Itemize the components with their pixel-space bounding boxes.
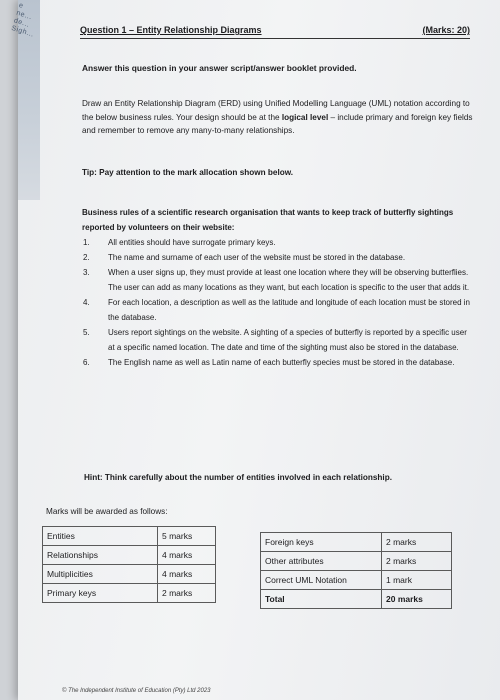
table-row	[261, 552, 452, 571]
table-cell-item: Foreign keys	[261, 533, 382, 552]
rule-text: The name and surname of each user of the website must be stored in the database.	[108, 253, 406, 262]
table-cell-marks: 20 marks	[382, 590, 452, 609]
rule-text: When a user signs up, they must provide at least one location where they will be observing butterflies. The user can add as many locations as they want, but each location is specific to the user that adds it.	[108, 268, 470, 292]
marks-table-left	[42, 526, 216, 603]
rule-item	[82, 265, 470, 295]
business-rules	[82, 205, 470, 370]
rule-text: All entities should have surrogate primary keys.	[108, 238, 276, 247]
answer-instruction: Answer this question in your answer script/answer booklet provided.	[82, 63, 357, 73]
rule-text: The English name as well as Latin name of each butterfly species must be stored in the database.	[108, 358, 455, 367]
rule-text: Users report sightings on the website. A sighting of a species of butterfly is reported by a specific user at a specific named location. The date and time of the sighting must also be stored in the database.	[108, 328, 467, 352]
rule-item	[82, 295, 470, 325]
table-row	[261, 590, 452, 609]
table-cell-item: Relationships	[43, 546, 158, 565]
rule-text: For each location, a description as well as the latitude and longitude of each location must be stored in the database.	[108, 298, 470, 322]
table-cell-item: Correct UML Notation	[261, 571, 382, 590]
table-row	[43, 584, 216, 603]
rule-number: 3.	[83, 268, 90, 277]
table-row	[261, 571, 452, 590]
table-cell-marks: 2 marks	[382, 552, 452, 571]
question-marks: (Marks: 20)	[422, 25, 470, 35]
booklet-binding	[10, 0, 40, 200]
table-row	[43, 546, 216, 565]
rule-number: 2.	[83, 253, 90, 262]
table-cell-item: Multiplicities	[43, 565, 158, 584]
rule-item	[82, 250, 470, 265]
task-bold: logical level	[281, 112, 329, 122]
table-cell-item: Entities	[43, 527, 158, 546]
table-cell-marks: 2 marks	[158, 584, 216, 603]
rule-item	[82, 235, 470, 250]
rule-number: 1.	[83, 238, 90, 247]
table-cell-item: Primary keys	[43, 584, 158, 603]
binding-text: e ne... de... Sigh...	[10, 2, 35, 39]
rule-item	[82, 325, 470, 355]
question-header	[80, 22, 470, 39]
table-cell-marks: 4 marks	[158, 546, 216, 565]
rule-number: 4.	[83, 298, 90, 307]
task-description	[82, 97, 474, 138]
table-cell-marks: 5 marks	[158, 527, 216, 546]
table-cell-item: Other attributes	[261, 552, 382, 571]
task-text-1: Draw an Entity Relationship Diagram (ERD) using Unified Modelling Language (UML) notation according to the below business rules. Your design should be at the	[82, 99, 470, 122]
table-row	[43, 527, 216, 546]
marks-table-right	[260, 532, 452, 609]
rule-number: 5.	[83, 328, 90, 337]
marks-intro: Marks will be awarded as follows:	[46, 507, 168, 516]
rule-item	[82, 355, 470, 370]
exam-page	[10, 0, 500, 700]
rules-title: Business rules of a scientific research organisation that wants to keep track of butterfly sightings reported by volunteers on their website:	[82, 208, 454, 232]
table-row	[261, 533, 452, 552]
table-cell-marks: 4 marks	[158, 565, 216, 584]
hint-text: Hint: Think carefully about the number of entities involved in each relationship.	[84, 473, 392, 482]
table-row	[43, 565, 216, 584]
task-text-2: – include primary and foreign key fields and remember to remove any many-to-many relationships.	[82, 112, 473, 135]
table-cell-marks: 2 marks	[382, 533, 452, 552]
copyright-footer: © The Independent Institute of Education (Pty) Ltd 2023	[62, 688, 211, 694]
table-cell-marks: 1 mark	[382, 571, 452, 590]
question-title: Question 1 – Entity Relationship Diagrams	[80, 25, 262, 35]
rule-number: 6.	[83, 358, 90, 367]
table-cell-item: Total	[261, 590, 382, 609]
tip-text: Tip: Pay attention to the mark allocation shown below.	[82, 168, 294, 177]
